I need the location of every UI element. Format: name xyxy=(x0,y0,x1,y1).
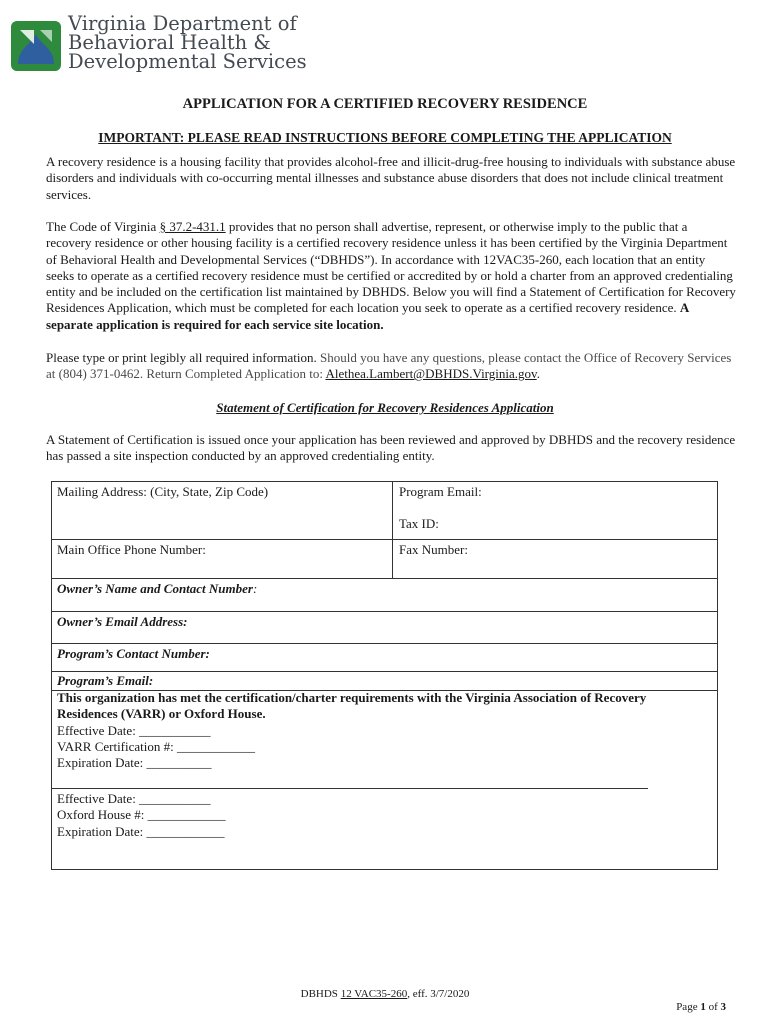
section-separator-line xyxy=(52,788,648,789)
para2-text-1: The Code of Virginia xyxy=(46,219,160,234)
fax-number-field[interactable]: Fax Number: xyxy=(399,542,468,557)
document-title: APPLICATION FOR A CERTIFIED RECOVERY RESIDENCE xyxy=(182,96,588,112)
regulation-link[interactable]: 12 VAC35-260 xyxy=(340,988,408,1000)
owner-name-colon: : xyxy=(252,581,258,596)
statement-title: Statement of Certification for Recovery Residences Application xyxy=(216,400,554,415)
code-of-virginia-paragraph xyxy=(46,219,736,333)
para2-text-2: provides that no person shall advertise, represent, or otherwise imply to the public that a recovery residence or other housing facility is a certified recovery residence unless it has been certified by the Virginia Department of Behavioral Health and Developmental Services (“DBHDS”). In accordance with 12VAC35-260, each location that an entity seeks to operate as a certified recovery residence must be certified or accredited by or hold a charter from an approved credentialing entity and be included on the certification list maintained by DBHDS. Below you will find a Statement of Certification for Recovery Residences Application, which must be completed for each location you seek to operate as a certified recovery residence. xyxy=(46,219,736,316)
form-row-divider xyxy=(52,539,717,540)
oxford-house-number-field[interactable]: Oxford House #: ____________ xyxy=(57,807,226,823)
owner-name-field[interactable] xyxy=(57,581,257,597)
varr-certification-block xyxy=(57,690,697,771)
oxford-effective-date-field[interactable]: Effective Date: ___________ xyxy=(57,791,211,806)
application-form xyxy=(51,481,718,870)
program-email-field[interactable]: Program Email: xyxy=(399,484,482,499)
footer xyxy=(0,988,770,1000)
form-row-divider xyxy=(52,611,717,612)
statement-paragraph: A Statement of Certification is issued once your application has been reviewed and approved by DBHDS and the recovery residence has passed a site inspection conducted by an approved credentialing entity. xyxy=(46,432,736,464)
para3-text-1: Please type or print legibly all required information. xyxy=(46,350,321,365)
varr-certification-number-field[interactable]: VARR Certification #: ____________ xyxy=(57,738,256,754)
dbhds-logo-icon xyxy=(10,20,62,72)
program-contact-number-field[interactable]: Program’s Contact Number: xyxy=(57,646,210,661)
page-total: 3 xyxy=(720,1001,726,1013)
form-column-divider xyxy=(392,482,393,578)
page-mid: of xyxy=(705,1001,721,1013)
para3-text-2: Should you have any questions, please contact the Office of Recovery Services at (804) 371-0462. Return Completed Application to: xyxy=(46,350,732,382)
logo-line-3: Developmental Services xyxy=(68,50,307,73)
varr-effective-date-field[interactable]: Effective Date: ___________ xyxy=(57,722,211,738)
owner-email-field[interactable]: Owner’s Email Address: xyxy=(57,614,188,629)
logo-line-2: Behavioral Health & xyxy=(68,31,271,54)
return-email-link[interactable]: Alethea.Lambert@DBHDS.Virginia.gov xyxy=(325,366,537,382)
oxford-expiration-date-field[interactable]: Expiration Date: ____________ xyxy=(57,823,225,839)
code-section-link[interactable]: § 37.2-431.1 xyxy=(159,219,226,234)
form-row-divider xyxy=(52,578,717,579)
page-number xyxy=(676,1001,726,1013)
oxford-house-block xyxy=(57,791,226,840)
footer-prefix: DBHDS xyxy=(300,988,341,1000)
logo-line-1: Virginia Department of xyxy=(68,12,297,35)
form-row-divider xyxy=(52,643,717,644)
intro-paragraph: A recovery residence is a housing facility that provides alcohol-free and illicit-drug-free housing to individuals with substance abuse disorders and individuals with co-occurring mental illnesses and substance abuse disorders that does not include clinical treatment services. xyxy=(46,154,736,202)
page-prefix: Page xyxy=(676,1001,701,1013)
form-row-divider xyxy=(52,671,717,672)
separate-application-note: A separate application is required for each service site location. xyxy=(46,300,689,332)
page-current: 1 xyxy=(700,1001,706,1013)
logo-wordmark xyxy=(68,14,307,71)
important-notice: IMPORTANT: PLEASE READ INSTRUCTIONS BEFORE COMPLETING THE APPLICATION xyxy=(98,130,672,145)
dbhds-logo xyxy=(10,14,310,72)
varr-expiration-date-field[interactable]: Expiration Date: __________ xyxy=(57,755,212,771)
varr-statement: This organization has met the certification/charter requirements with the Virginia Association of Recovery Residences (VARR) or Oxford House. xyxy=(57,690,647,722)
para3-end: . xyxy=(536,366,540,382)
owner-name-label: Owner’s Name and Contact Number xyxy=(57,581,253,596)
tax-id-field[interactable]: Tax ID: xyxy=(399,516,439,531)
mailing-address-field[interactable]: Mailing Address: (City, State, Zip Code) xyxy=(57,484,269,499)
program-email-address-field[interactable]: Program’s Email: xyxy=(57,673,154,688)
instructions-paragraph xyxy=(46,350,736,383)
footer-suffix: , eff. 3/7/2020 xyxy=(407,988,470,1000)
main-office-phone-field[interactable]: Main Office Phone Number: xyxy=(57,542,206,557)
